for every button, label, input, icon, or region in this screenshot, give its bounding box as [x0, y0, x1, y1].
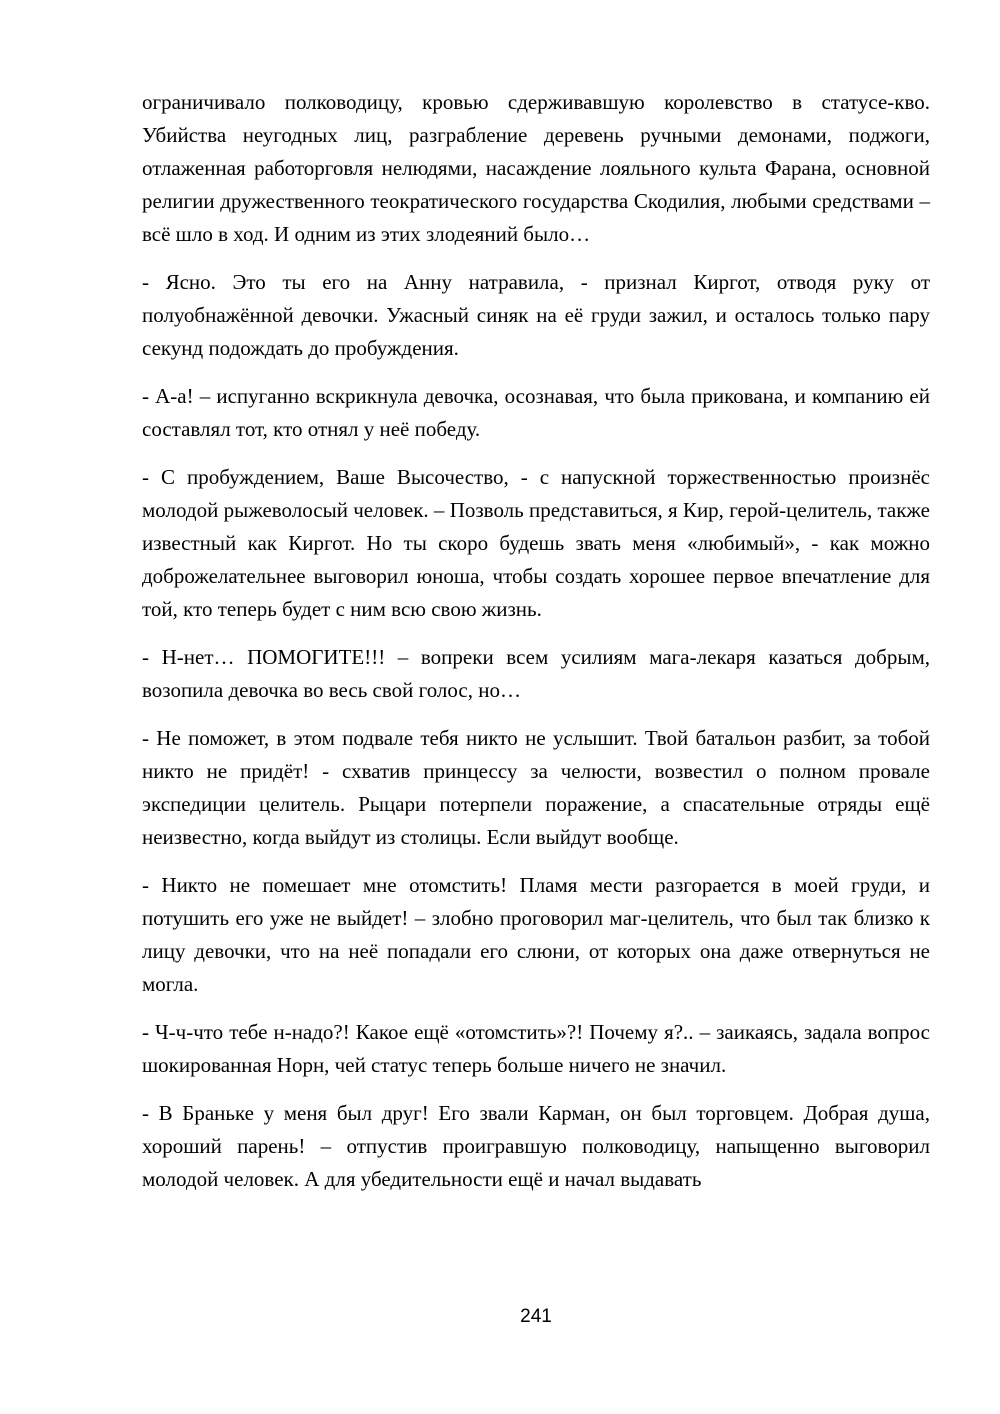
- paragraph: ограничивало полководицу, кровью сдерживавшую королевство в статусе-кво. Убийства неугодных лиц, разграбление деревень ручными демонами, поджоги, отлаженная работорговля нелюдями, насаждение лояльного культа Фарана, основной религии дружественного теократического государства Скодилия, любыми средствами – всё шло в ход. И одним из этих злодеяний было…: [142, 90, 930, 246]
- page-text-block: [142, 86, 930, 1211]
- paragraph: - Ч-ч-что тебе н-надо?! Какое ещё «отомстить»?! Почему я?.. – заикаясь, задала вопрос шокированная Норн, чей статус теперь больше ничего не значил.: [142, 1020, 930, 1077]
- paragraph: - Не поможет, в этом подвале тебя никто не услышит. Твой батальон разбит, за тобой никто не придёт! - схватив принцессу за челюсти, возвестил о полном провале экспедиции целитель. Рыцари потерпели поражение, а спасательные отряды ещё неизвестно, когда выйдут из столицы. Если выйдут вообще.: [142, 726, 930, 849]
- paragraph: - В Браньке у меня был друг! Его звали Карман, он был торговцем. Добрая душа, хороший парень! – отпустив проигравшую полководицу, напыщенно выговорил молодой человек. А для убедительности ещё и начал выдавать: [142, 1101, 930, 1191]
- paragraph: - Н-нет… ПОМОГИТЕ!!! – вопреки всем усилиям мага-лекаря казаться добрым, возопила девочка во весь свой голос, но…: [142, 645, 930, 702]
- paragraph: - Никто не помешает мне отомстить! Пламя мести разгорается в моей груди, и потушить его уже не выйдет! – злобно проговорил маг-целитель, что был так близко к лицу девочки, что на неё попадали его слюни, от которых она даже отвернуться не могла.: [142, 873, 930, 996]
- page-number: 241: [520, 1306, 552, 1327]
- paragraph: - А-а! – испуганно вскрикнула девочка, осознавая, что была прикована, и компанию ей составлял тот, кто отнял у неё победу.: [142, 384, 930, 441]
- paragraph: - С пробуждением, Ваше Высочество, - с напускной торжественностью произнёс молодой рыжеволосый человек. – Позволь представиться, я Кир, герой-целитель, также известный как Киргот. Но ты скоро будешь звать меня «любимый», - как можно доброжелательнее выговорил юноша, чтобы создать хорошее первое впечатление для той, кто теперь будет с ним всю свою жизнь.: [142, 465, 930, 621]
- paragraph: - Ясно. Это ты его на Анну натравила, - признал Киргот, отводя руку от полуобнажённой девочки. Ужасный синяк на её груди зажил, и осталось только пару секунд подождать до пробуждения.: [142, 270, 930, 360]
